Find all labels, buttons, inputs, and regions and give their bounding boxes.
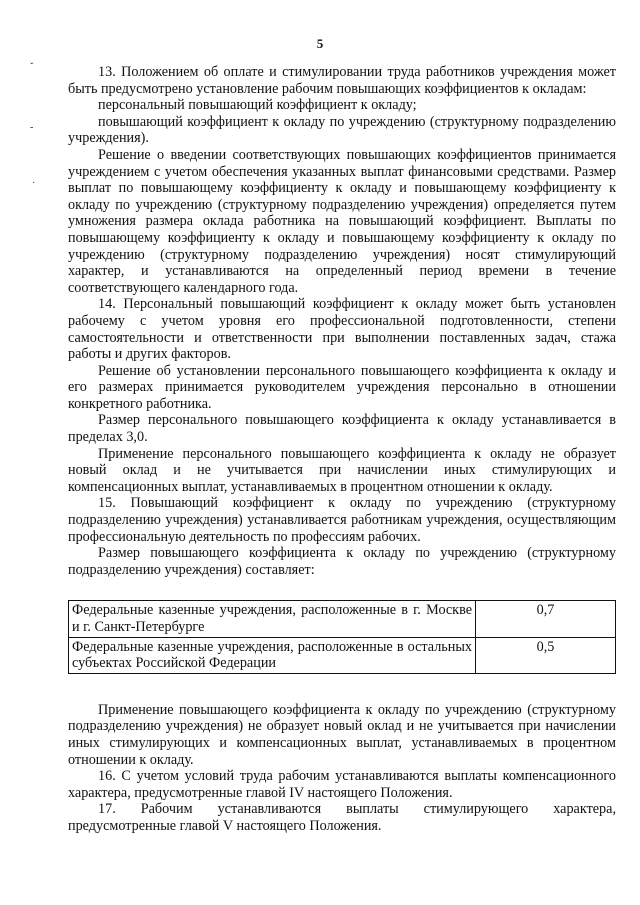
scan-mark: ·: [32, 178, 36, 189]
table-cell-label: Федеральные казенные учреждения, расположенные в г. Москве и г. Санкт-Петербурге: [69, 601, 476, 637]
table-cell-value: 0,5: [476, 637, 616, 673]
paragraph-15: 15. Повышающий коэффициент к окладу по учреждению (структурному подразделению учреждения) устанавливается работникам учреждения, осуществляющим профессиональную деятельность по профессиям рабочих.: [68, 495, 616, 545]
scan-mark: -: [30, 122, 34, 133]
table-row: [69, 637, 616, 673]
table-cell-value: 0,7: [476, 601, 616, 637]
table-row: [69, 601, 616, 637]
table-cell-label: Федеральные казенные учреждения, расположенные в остальных субъектах Российской Федерации: [69, 637, 476, 673]
coefficient-table: [68, 600, 616, 673]
paragraph-decision: Решение о введении соответствующих повышающих коэффициентов принимается учреждением с учетом обеспечения указанных выплат финансовыми средствами. Размер выплат по повышающему коэффициенту к окладу и повышающему коэффициенту к окладу по учреждению (структурному подразделению учреждения) определяется путем умножения размера оклада работника на повышающий коэффициент. Выплаты по повышающему коэффициенту к окладу и повышающему коэффициенту к окладу по учреждению (структурному подразделению учреждения) носят стимулирующий характер, и устанавливаются на определенный период времени в течение соответствующего календарного года.: [68, 146, 616, 296]
paragraph-17: 17. Рабочим устанавливаются выплаты стимулирующего характера, предусмотренные главой V настоящего Положения.: [68, 801, 616, 834]
paragraph-institution-application: Применение повышающего коэффициента к окладу по учреждению (структурному подразделению учреждения) не образует новый оклад и не учитывается при начислении иных стимулирующих и компенсационных выплат, устанавливаемых в процентном отношении к окладу.: [68, 701, 616, 768]
paragraph-16: 16. С учетом условий труда рабочим устанавливаются выплаты компенсационного характера, предусмотренные главой IV настоящего Положения.: [68, 768, 616, 801]
scan-mark: ˇ: [30, 62, 34, 73]
list-item-personal-coefficient: персональный повышающий коэффициент к окладу;: [98, 97, 417, 114]
document-body: [68, 64, 616, 835]
paragraph-institution-size: Размер повышающего коэффициента к окладу по учреждению (структурному подразделению учреждения) составляет:: [68, 545, 616, 578]
paragraph-personal-decision: Решение об установлении персонального повышающего коэффициента к окладу и его размерах принимается руководителем учреждения персонально в отношении конкретного работника.: [68, 362, 616, 412]
list-item-institution-coefficient: повышающий коэффициент к окладу по учреждению (структурному подразделению учреждения).: [68, 113, 616, 147]
page-number: 5: [316, 36, 324, 51]
paragraph-14: 14. Персональный повышающий коэффициент к окладу может быть установлен рабочему с учетом уровня его профессиональной подготовленности, степени самостоятельности и ответственности при выполнении поставленных задач, стажа работы и других факторов.: [68, 296, 616, 363]
paragraph-personal-application: Применение персонального повышающего коэффициента к окладу не образует новый оклад и не учитывается при начислении иных стимулирующих и компенсационных выплат, устанавливаемых в процентном отношении к окладу.: [68, 445, 616, 495]
paragraph-13: 13. Положением об оплате и стимулировании труда работников учреждения может быть предусмотрено установление рабочим повышающих коэффициентов к окладам:: [68, 64, 616, 97]
paragraph-personal-limit: Размер персонального повышающего коэффициента к окладу устанавливается в пределах 3,0.: [68, 412, 616, 446]
